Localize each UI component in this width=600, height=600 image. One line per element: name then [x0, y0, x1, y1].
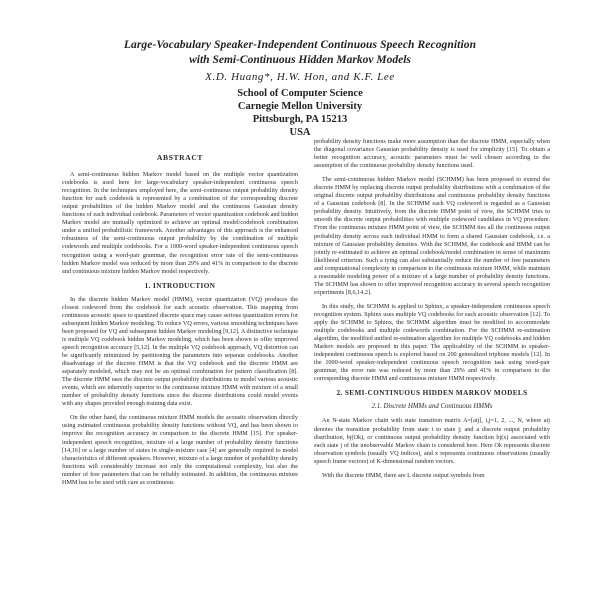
section-2-paragraph: An N-state Markov chain with state transition matrix A=[aij], i,j=1, 2, ..., N, where aij denotes the transition probability from state i to state j; and a discrete output probability distribution, bj(Ok), or continuous output probability density function bj(x) associated with each state j of the unobservable Markov chain is considered here. Here Ok represents discrete observation symbols (usually VQ indices), and x represents continuous observations (usually speech frame vectors) of K-dimensional random vectors. — [314, 417, 550, 465]
right-column — [314, 138, 550, 596]
abstract-heading: ABSTRACT — [156, 153, 204, 162]
right-column-paragraph: probability density functions make more assumption than the discrete HMM, especially when the diagonal covariance Gaussian probability density is used for simplicity [15]. To obtain a better recognition accuracy, acoustic parameters must be well chosen according to the assumption of the continuous probability density functions used. — [314, 138, 550, 170]
section-1-paragraph: In the discrete hidden Markov model (HMM), vector quantization (VQ) produces the closest codeword from the codebook for each acoustic observation. This mapping from continuous acoustic space to quantized discrete space may cause serious quantization errors for subsequent hidden Markov modeling. To reduce VQ errors, various smoothing techniques have been proposed for VQ and subsequent hidden Markov modeling [9,12]. A distinctive technique is multiple VQ codebook hidden Markov modeling, which has been shown to offer improved speech recognition accuracy [5,12]. In the multiple VQ codebook approach, VQ distortion can be significantly minimized by partitioning the parameters into separate codebooks. Another disadvantage of the discrete HMM is that the VQ codebook and the discrete HMM are separately modeled, which may not be an optimal combination for pattern classification [8]. The discrete HMM uses the discrete output probability distributions to model various acoustic events, which are inherently superior to the continuous mixture HMM with mixture of a small number of probability density functions since the discrete distributions could model events with any shapes provided enough training data exist. — [62, 295, 298, 408]
section-2-paragraph: With the discrete HMM, there are L discrete output symbols from — [322, 471, 485, 479]
right-column-paragraph: In this study, the SCHMM is applied to Sphinx, a speaker-independent continuous speech recognition system. Sphinx uses multiple VQ codebooks for each acoustic observation [12]. To apply the SCHMM to Sphinx, the SCHMM algorithm must be modified to accommodate multiple codebooks and multiple codewords combination. For the SCHMM re-estimation algorithm, the modified unified re-estimation algorithm for multiple VQ codebooks and hidden Markov models are proposed in this paper. The applicability of the SCHMM to speaker-independent continuous speech is explored based on 200 generalized triphone models [12]. In the 1000-word speaker-independent continuous speech recognition task using word-pair grammar, the error rate was reduced by more than 29% and 41% in comparison to the corresponding discrete HMM and continuous mixture HMM respectively. — [314, 302, 550, 383]
left-column — [62, 150, 298, 596]
paper-title-line-2: with Semi-Continuous Hidden Markov Models — [189, 54, 411, 66]
affiliation-school: School of Computer Science — [237, 88, 363, 99]
author-list: X.D. Huang*, H.W. Hon, and K.F. Lee — [205, 71, 395, 83]
abstract-text: A semi-continuous hidden Markov model based on the multiple vector quantization codebooks is used here for large-vocabulary speaker-independent continuous speech recognition. In the techniques employed here, the semi-continuous output probability density function for each codebook is represented by a combination of the corresponding discrete output probabilities of the hidden Markov model and the continuous Gaussian density functions of each individual codebook. Parameters of vector quantization codebook and hidden Markov model are mutually optimized to achieve an optimal model/codebook combination under a unified probabilistic framework. Another advantages of this approach is the enhanced robustness of the semi-continuous output probability by the combination of multiple codewords and multiple codebooks. For a 1000-word speaker-independent continuous speech recognition using a word-pair grammar, the recognition error rate of the semi-continuous hidden Markov model was reduced by more than 29% and 41% in comparison to the discrete and continuous mixture hidden Markov model respectively. — [62, 171, 298, 275]
section-1-heading: 1. INTRODUCTION — [144, 281, 216, 290]
affiliation-city: Pittsburgh, PA 15213 — [252, 114, 348, 125]
right-column-paragraph: The semi-continuous hidden Markov model (SCHMM) has been proposed to extend the discrete HMM by replacing discrete output probability distributions with a combination of the original discrete output probability distributions and continuous probability density functions of a Gaussian codebook [8]. In the SCHMM each VQ codeword is regarded as a Gaussian probability density. Intuitively, from the discrete HMM point of view, the SCHMM tries to smooth the discrete output probabilities with multiple codeword candidates in VQ procedure. From the continuous mixture HMM point of view, the SCHMM ties all the continuous output probability density across each individual HMM to form a shared Gaussian codebook, i.e. a mixture of Gaussian probability densities. With the SCHMM, the codebook and HMM can be jointly re-estimated to achieve an optimal codebook/model combination in sense of maximum likelihood criterion. Such a tying can also substantially reduce the number of free parameters and computational complexity in comparison to the continuous mixture HMM, while maintain a reasonable modeling power of a mixture of a large number of probability density functions. The SCHMM has shown to offer improved recognition accuracy in several speech recognition experiments [8,6,14,2]. — [314, 176, 550, 296]
affiliation-university: Carnegie Mellon University — [237, 101, 363, 112]
section-1-paragraph: On the other hand, the continuous mixture HMM models the acoustic observation directly using estimated continuous probability density functions without VQ, and has been shown to improve the recognition accuracy in comparison to the discrete HMM [15]. For speaker-independent speech recognition, mixture of a large number of probability density functions [14,16] or a large number of states in single-mixture case [4] are generally required to model characteristics of different speakers. However, mixture of a large number of probability density functions will considerably increase not only the computational complexity, but also the number of free parameters that can be reliably estimated. In addition, the continuous mixture HMM has to be used with care as continuous — [62, 414, 298, 486]
affiliation-country: USA — [289, 127, 311, 138]
paper-title-line-1: Large-Vocabulary Speaker-Independent Continuous Speech Recognition — [123, 39, 477, 51]
section-2-heading: 2. SEMI-CONTINUOUS HIDDEN MARKOV MODELS — [336, 389, 528, 398]
subsection-2-1-heading: 2.1. Discrete HMMs and Continuous HMMs — [371, 403, 493, 411]
